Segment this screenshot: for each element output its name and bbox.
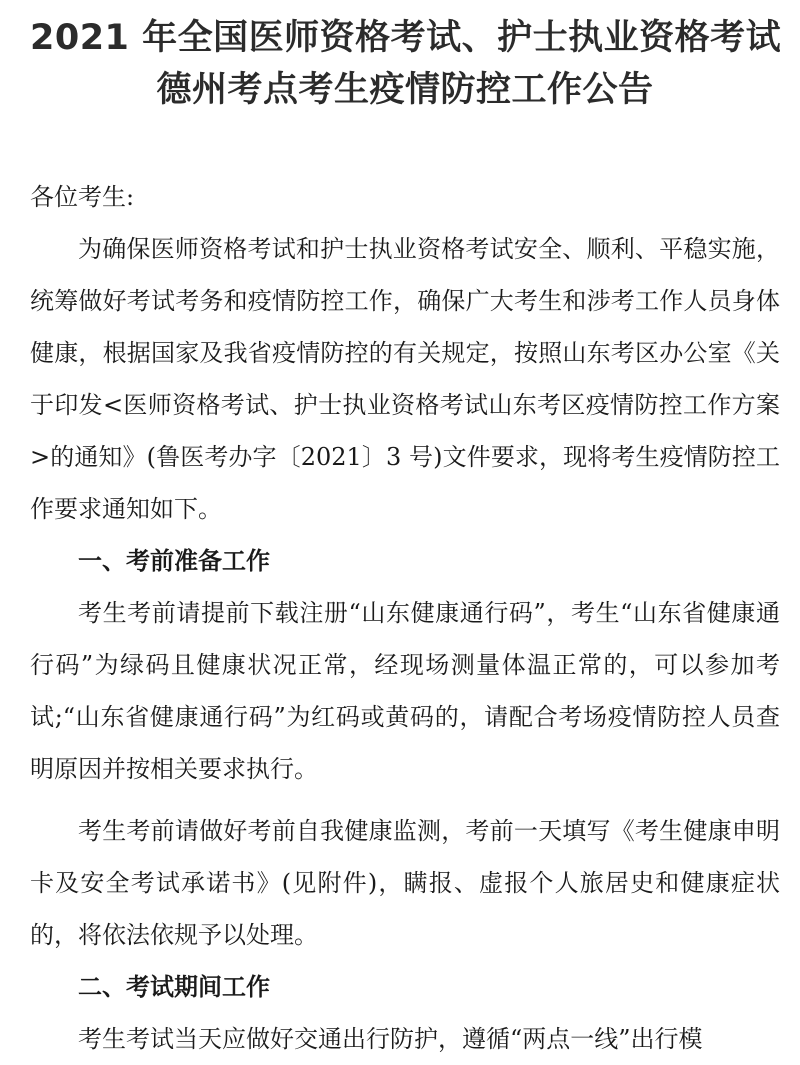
section-2-heading: 二、考试期间工作 — [78, 973, 270, 1001]
section-1-heading: 一、考前准备工作 — [78, 547, 270, 575]
section-2-paragraph-1: 考生考试当天应做好交通出行防护，遵循“两点一线”出行模 — [78, 1025, 703, 1053]
notice-title — [30, 12, 780, 116]
section-1-paragraph-1: 考生考前请提前下载注册“山东健康通行码”，考生“山东省健康通行码”为绿码且健康状况正常，经现场测量体温正常的，可以参加考试;“山东省健康通行码”为红码或黄码的，请配合考场疫情防控人员查明原因并按相关要求执行。 — [30, 599, 780, 783]
section-1-paragraph-2: 考生考前请做好考前自我健康监测，考前一天填写《考生健康申明卡及安全考试承诺书》(见附件)，瞒报、虚报个人旅居史和健康症状的，将依法依规予以处理。 — [30, 817, 780, 949]
intro-paragraph: 为确保医师资格考试和护士执业资格考试安全、顺利、平稳实施，统筹做好考试考务和疫情防控工作，确保广大考生和涉考工作人员身体健康，根据国家及我省疫情防控的有关规定，按照山东考区办公室《关于印发<医师资格考试、护士执业资格考试山东考区疫情防控工作方案>的通知》(鲁医考办字〔2021〕3 号)文件要求，现将考生疫情防控工作要求通知如下。 — [30, 235, 780, 523]
salutation: 各位考生: — [30, 183, 135, 211]
title-line-2: 德州考点考生疫情防控工作公告 — [156, 70, 654, 110]
title-line-1: 2021 年全国医师资格考试、护士执业资格考试 — [30, 18, 782, 58]
